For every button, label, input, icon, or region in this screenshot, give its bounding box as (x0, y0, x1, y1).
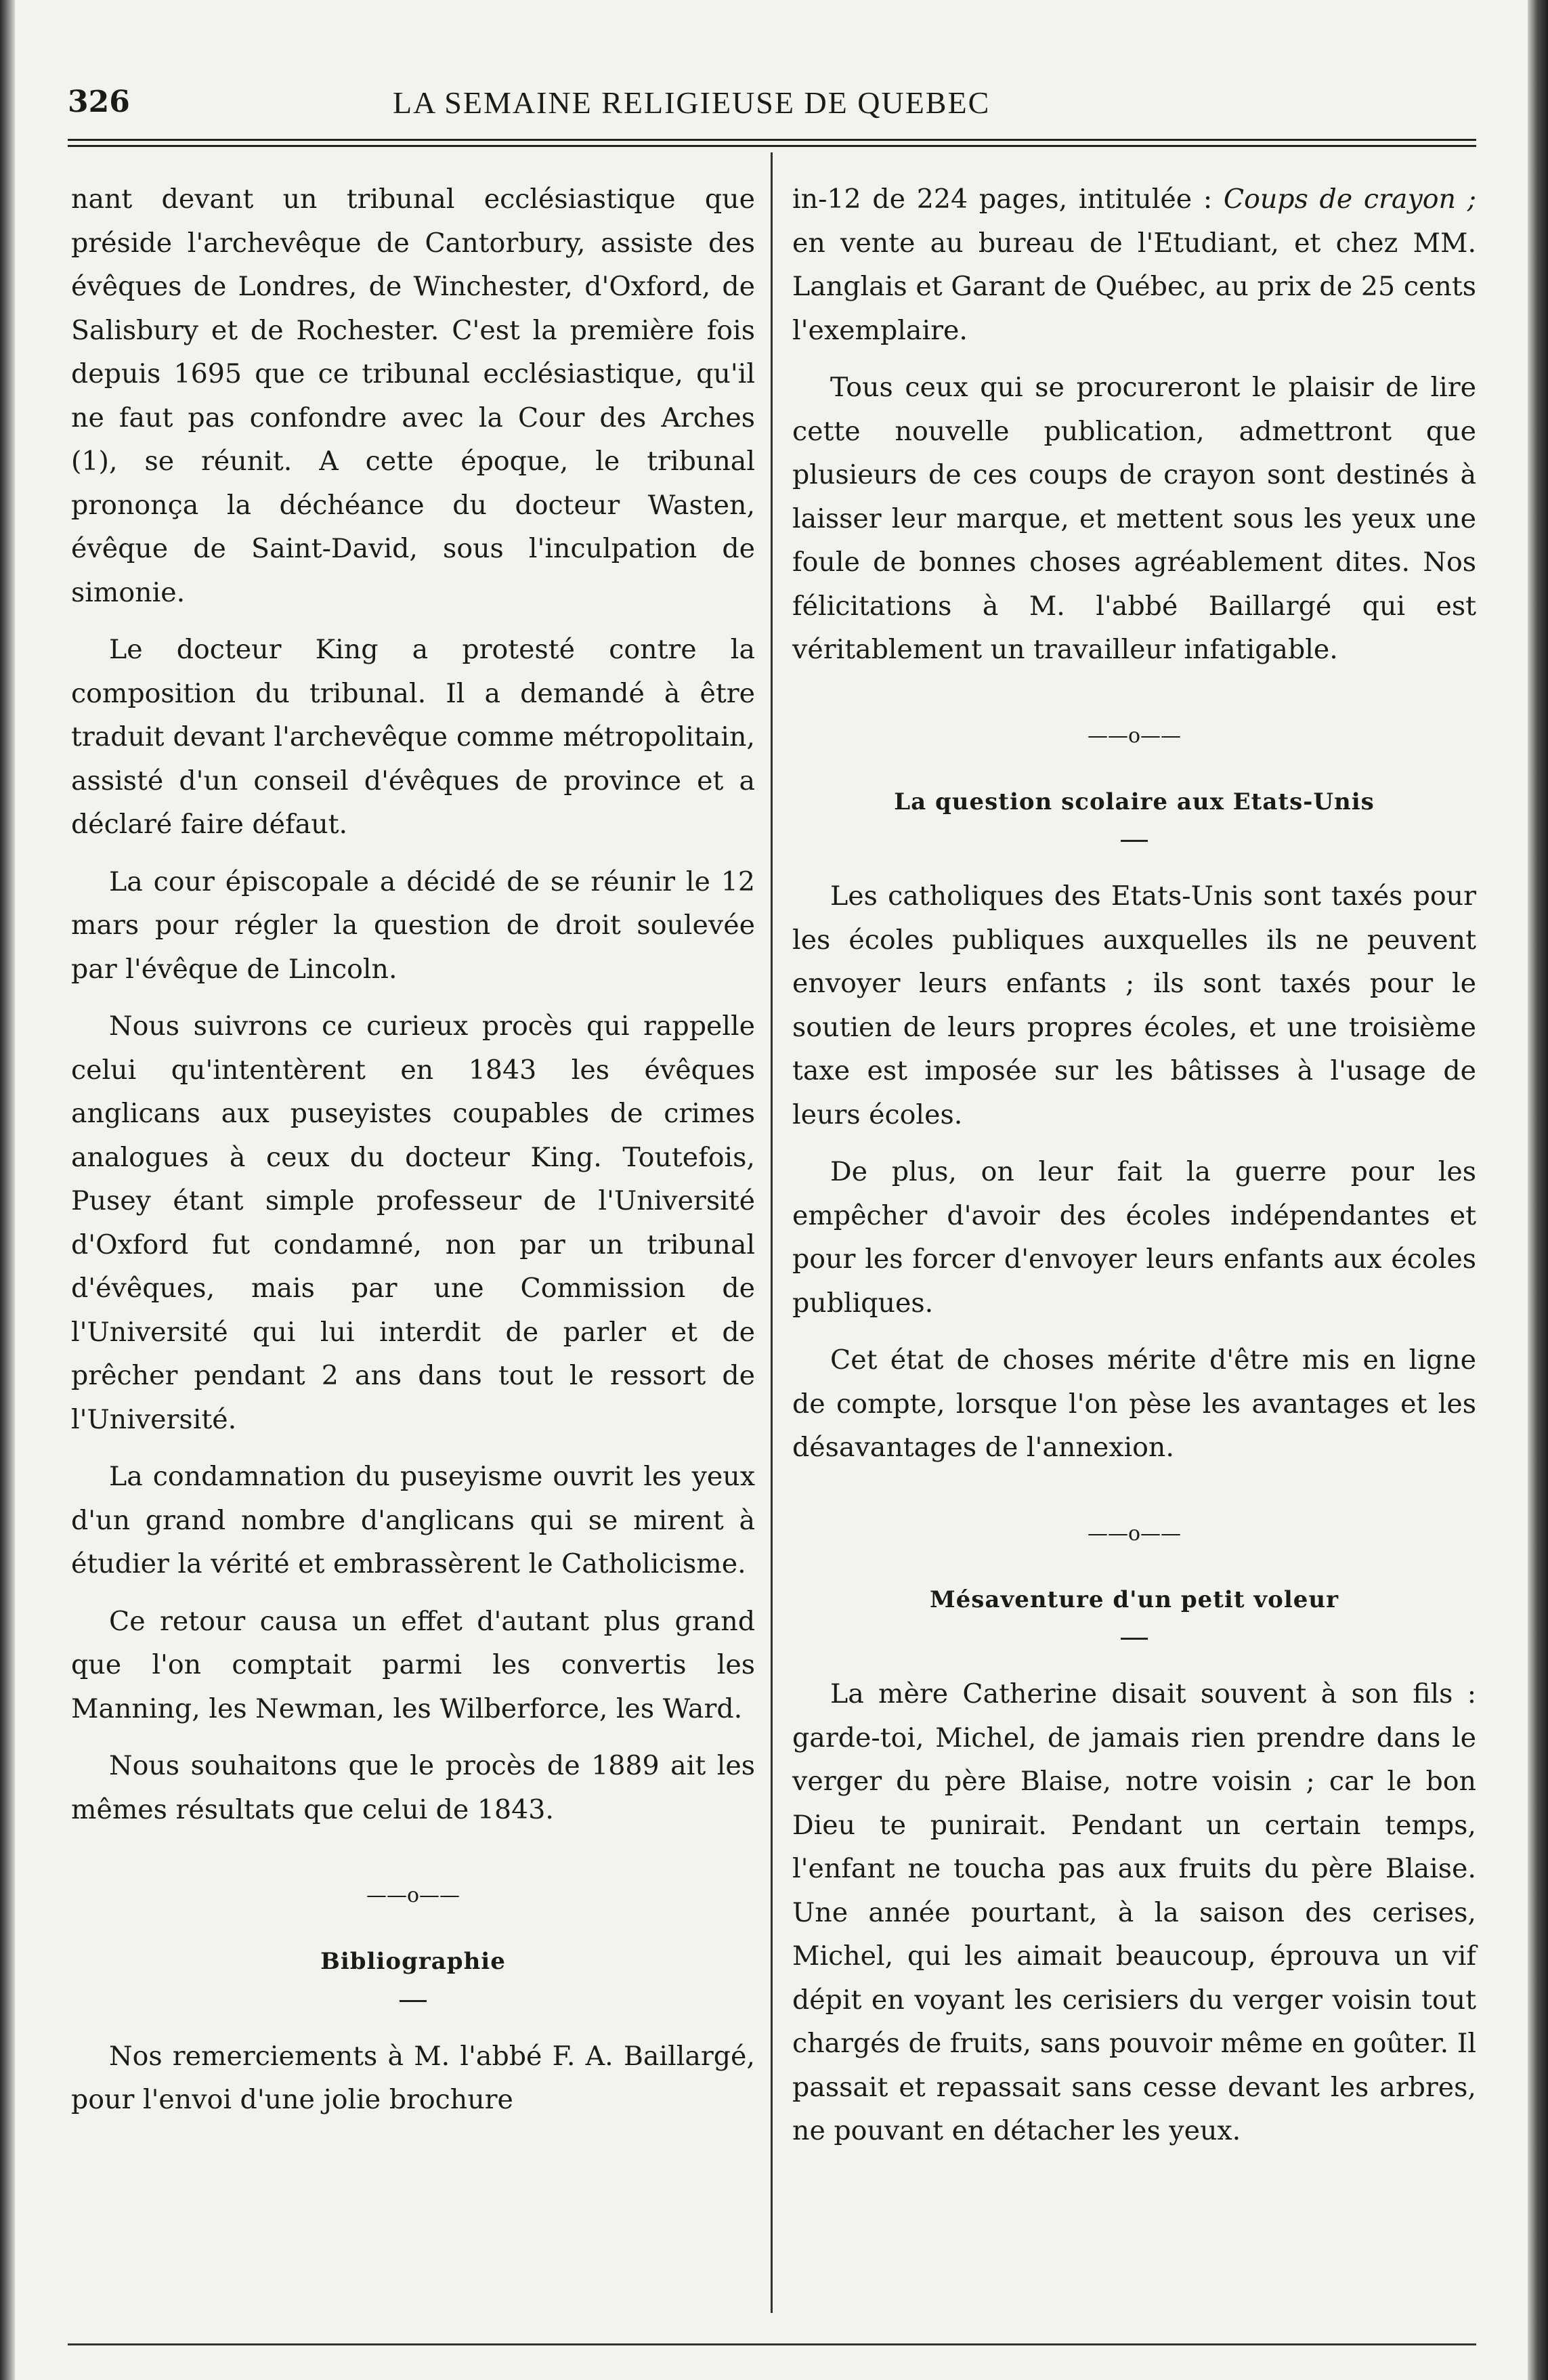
title-dash (400, 2000, 427, 2002)
running-title: LA SEMAINE RELIGIEUSE DE QUEBEC (393, 85, 991, 120)
column-divider (771, 152, 773, 2313)
paragraph: Le docteur King a protesté contre la composition du tribunal. Il a demandé à être traduit devant l'archevêque comme métropolitain, assisté d'un conseil d'évêques de province et a déclaré faire défaut. (71, 634, 755, 840)
section-separator: ——o—— (1087, 723, 1182, 748)
section-title-question-scolaire: La question scolaire aux Etats-Unis (894, 788, 1375, 815)
section-separator: ——o—— (1087, 1521, 1182, 1546)
section-title-mesaventure: Mésaventure d'un petit voleur (930, 1586, 1339, 1613)
page-number: 326 (68, 85, 130, 119)
bottom-rule (68, 2343, 1476, 2345)
paragraph: La cour épiscopale a décidé de se réunir le 12 mars pour régler la question de droit soulevée par l'évêque de Lincoln. (71, 866, 755, 985)
paragraph: Nous suivrons ce curieux procès qui rappelle celui qu'intentèrent en 1843 les évêques anglicans aux puseyistes coupables de crimes analogues à ceux du docteur King. Toutefois, Pusey étant simple professeur de l'Université d'Oxford fut condamné, non par un tribunal d'évêques, mais par une Commission de l'Université qui lui interdit de parler et de prêcher pendant 2 ans dans tout le ressort de l'Université. (71, 1011, 755, 1435)
paragraph: Nos remerciements à M. l'abbé F. A. Baillargé, pour l'envoi d'une jolie brochure (71, 2040, 755, 2115)
paragraph (792, 177, 1476, 352)
paragraph: Cet état de choses mérite d'être mis en ligne de compte, lorsque l'on pèse les avantages et les désavantages de l'annexion. (792, 1344, 1476, 1463)
text-run: in-12 de 224 pages, intitulée : (792, 184, 1224, 215)
paragraph: Tous ceux qui se procureront le plaisir de lire cette nouvelle publication, admettront que plusieurs de ces coups de crayon sont destinés à laisser leur marque, et mettent sous les yeux une foule de bonnes choses agréablement dites. Nos félicitations à M. l'abbé Baillargé qui est véritablement un travailleur infatigable. (792, 372, 1476, 665)
header-rule (68, 139, 1476, 147)
paragraph: De plus, on leur fait la guerre pour les empêcher d'avoir des écoles indépendantes et pour les forcer d'envoyer leurs enfants aux écoles publiques. (792, 1156, 1476, 1319)
book-title: Coups de crayon ; (1223, 184, 1476, 215)
text-run: en vente au bureau de l'Etudiant, et chez MM. Langlais et Garant de Québec, au prix de 25 cents l'exemplaire. (792, 227, 1476, 346)
section-title-bibliographie: Bibliographie (320, 1948, 506, 1975)
page-header (68, 64, 1476, 125)
paragraph: Les catholiques des Etats-Unis sont taxés pour les écoles publiques auxquelles ils ne peuvent envoyer leurs enfants ; ils sont taxés pour le soutien de leurs propres écoles, et une troisième taxe est imposée sur les bâtisses à l'usage de leurs écoles. (792, 880, 1476, 1130)
paragraph: La mère Catherine disait souvent à son fils : garde-toi, Michel, de jamais rien prendre dans le verger du père Blaise, notre voisin ; car le bon Dieu te punirait. Pendant un certain temps, l'enfant ne toucha pas aux fruits du père Blaise. Une année pourtant, à la saison des cerises, Michel, qui les aimait beaucoup, éprouva un vif dépit en voyant les cerisiers du verger voisin tout chargés de fruits, sans pouvoir même en goûter. Il passait et repassait sans cesse devant les arbres, ne pouvant en détacher les yeux. (792, 1678, 1476, 2146)
paragraph: Ce retour causa un effet d'autant plus grand que l'on comptait parmi les convertis les Manning, les Newman, les Wilberforce, les Ward. (71, 1605, 755, 1724)
scan-edge-left (0, 0, 15, 2380)
left-column (71, 177, 755, 2122)
paragraph: Nous souhaitons que le procès de 1889 ait les mêmes résultats que celui de 1843. (71, 1750, 755, 1825)
paragraph: La condamnation du puseyisme ouvrit les yeux d'un grand nombre d'anglicans qui se mirent à étudier la vérité et embrassèrent le Catholicisme. (71, 1461, 755, 1579)
title-dash (1121, 840, 1148, 842)
right-column (792, 177, 1476, 2153)
section-separator: ——o—— (366, 1884, 460, 1907)
title-dash (1121, 1638, 1148, 1640)
paragraph: nant devant un tribunal ecclésiastique que préside l'archevêque de Cantorbury, assiste des évêques de Londres, de Winchester, d'Oxford, de Salisbury et de Rochester. C'est la première fois depuis 1695 que ce tribunal ecclésiastique, qu'il ne faut pas confondre avec la Cour des Arches (1), se réunit. A cette époque, le tribunal prononça la déchéance du docteur Wasten, évêque de Saint-David, sous l'inculpation de simonie. (71, 184, 755, 608)
scan-edge-right (1528, 0, 1548, 2380)
